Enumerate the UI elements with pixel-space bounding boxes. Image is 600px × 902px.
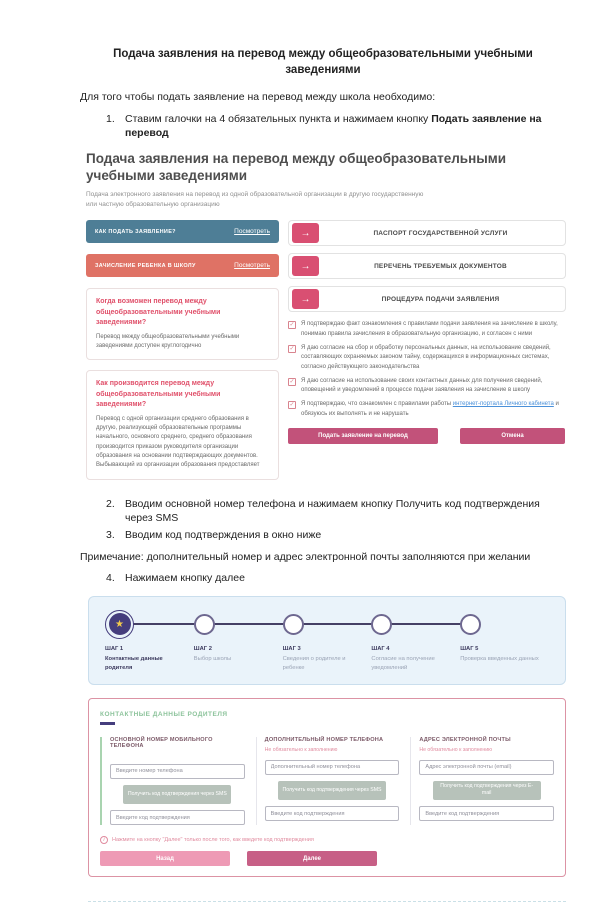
sidebar-item-label: ЗАЧИСЛЕНИЕ РЕБЕНКА В ШКОЛУ — [95, 262, 196, 269]
wizard-stepper — [88, 596, 566, 685]
list-number: 4. — [106, 572, 115, 585]
column-extra-phone — [256, 737, 400, 825]
form-section-title: КОНТАКТНЫЕ ДАННЫЕ РОДИТЕЛЯ — [100, 711, 228, 719]
form-hint — [100, 836, 554, 844]
check-icon: ✓ — [289, 378, 295, 385]
column-main-phone — [100, 737, 245, 825]
portal-page-subtitle: Подача электронного заявления на перевод из одной образовательной организации в другую государственную или частную образовательную организацию — [86, 190, 424, 209]
form-columns — [100, 737, 554, 825]
field-header: АДРЕС ЭЛЕКТРОННОЙ ПОЧТЫ — [419, 737, 511, 744]
service-link-procedure[interactable] — [288, 286, 566, 312]
email-input[interactable] — [419, 760, 554, 775]
list-item-3 — [106, 528, 566, 542]
wizard-nav-buttons — [100, 851, 554, 866]
faq-card-how-transfer — [86, 370, 279, 479]
field-header: ОСНОВНОЙ НОМЕР МОБИЛЬНОГО ТЕЛЕФОНА — [110, 737, 213, 750]
agreement-text: Я даю согласие на использование своих контактных данных для получения сведений, оповещений и уведомлений в процессе подачи заявления на зачисление в школу — [301, 377, 543, 394]
get-email-code-button[interactable]: Получить код подтверждения через E-mail — [433, 781, 541, 800]
list-item-text: Ставим галочки на 4 обязательных пункта и нажимаем кнопку Подать заявление на перевод — [125, 113, 542, 140]
agreement-item — [288, 320, 566, 339]
intro-text: Для того чтобы подать заявление на перевод между школа необходимо: — [80, 91, 436, 104]
faq-answer: Перевод между общеобразовательными учебными заведениями доступен круглогодично — [96, 333, 240, 350]
agreement-text: Я даю согласие на сбор и обработку персональных данных, на использование сведений, составляющих охраняемых законом тайну, содержащихся в информационных системах, согласно действующего законодательства — [301, 345, 551, 370]
agreement-item — [288, 400, 566, 419]
extra-phone-input[interactable] — [265, 760, 400, 775]
get-sms-code-button[interactable]: Получить код подтверждения через SMS — [123, 785, 231, 804]
checkbox-portal-rules[interactable] — [288, 401, 296, 409]
list-number: 2. — [106, 497, 115, 510]
note-text: Примечание: дополнительный номер и адрес электронной почты заполняются при желании — [80, 551, 531, 564]
arrow-right-icon: → — [292, 223, 319, 243]
extra-phone-code-input[interactable] — [265, 806, 400, 821]
step-label-4: ШАГ 4 Согласие на получение уведомлений — [371, 646, 435, 671]
step-label-3: ШАГ 3 Сведения о родителе и ребенке — [282, 646, 346, 671]
service-link-label: ПЕРЕЧЕНЬ ТРЕБУЕМЫХ ДОКУМЕНТОВ — [374, 262, 507, 270]
checkbox-rules[interactable] — [288, 321, 296, 329]
service-link-label: ПРОЦЕДУРА ПОДАЧИ ЗАЯВЛЕНИЯ — [381, 295, 500, 303]
field-note: Не обязательно к заполнению — [419, 747, 493, 754]
hint-text: Нажмите на кнопку "Далее" только после того, как введете код подтверждения — [112, 837, 314, 844]
check-icon: ✓ — [289, 322, 295, 329]
service-link-documents[interactable] — [288, 253, 566, 279]
view-link[interactable]: Посмотреть — [234, 228, 270, 236]
checkbox-personal-data[interactable] — [288, 345, 296, 353]
page-title: Подача заявления на перевод между общеобразовательными учебными заведениями — [113, 48, 533, 77]
list-item-text: Нажимаем кнопку далее — [125, 572, 245, 585]
service-link-label: ПАСПОРТ ГОСУДАРСТВЕННОЙ УСЛУГИ — [373, 229, 508, 237]
check-icon: ✓ — [289, 402, 295, 409]
portal-rules-link[interactable]: интернет-портала Личного кабинета — [452, 401, 554, 408]
email-code-input[interactable] — [419, 806, 554, 821]
arrow-right-icon: → — [292, 289, 319, 309]
column-email — [410, 737, 554, 825]
main-phone-input[interactable] — [110, 764, 245, 779]
next-button[interactable]: Далее — [247, 851, 377, 866]
portal-left-column — [86, 220, 279, 489]
list-item-2 — [106, 497, 566, 525]
step-circle-5[interactable] — [460, 609, 549, 639]
agreement-checklist — [288, 320, 566, 419]
portal-action-buttons — [288, 428, 566, 444]
portal-page-title: Подача заявления на перевод между общеобразовательными учебными заведениями — [86, 150, 507, 184]
faq-question: Как производится перевод между общеобразовательными учебными заведениями? — [96, 380, 221, 408]
title-underline — [100, 722, 115, 725]
back-button[interactable]: Назад — [100, 851, 230, 866]
checkbox-contact-data[interactable] — [288, 378, 296, 386]
active-step-ring — [105, 610, 134, 639]
arrow-right-icon: → — [292, 256, 319, 276]
sidebar-item-school-enrollment[interactable] — [86, 254, 279, 277]
list-item-text: Вводим код подтверждения в окно ниже — [125, 528, 322, 541]
agreement-item — [288, 344, 566, 372]
bold-button-name: Подать заявление на перевод — [125, 113, 542, 140]
agreement-text: Я подтверждаю факт ознакомления с правилами подачи заявления на зачисление в школу, понимаю правила зачисления в образовательную организацию, и согласен с ними — [301, 321, 558, 337]
list-number: 3. — [106, 528, 115, 541]
cancel-button[interactable]: Отмена — [460, 428, 565, 444]
submit-transfer-button[interactable]: Подать заявление на перевод — [288, 428, 438, 444]
field-note: Не обязательно к заполнению — [264, 747, 338, 754]
get-sms-code-button[interactable]: Получить код подтверждения через SMS — [278, 781, 386, 800]
list-item-4 — [106, 571, 566, 585]
step-label-2: ШАГ 2 Выбор школы — [193, 646, 232, 663]
faq-question: Когда возможен перевод между общеобразовательными учебными заведениями? — [96, 298, 221, 326]
star-icon: ★ — [109, 613, 131, 635]
main-phone-code-input[interactable] — [110, 810, 245, 825]
sidebar-item-label: КАК ПОДАТЬ ЗАЯВЛЕНИЕ? — [95, 228, 176, 235]
contact-data-form — [88, 698, 566, 877]
faq-answer: Перевод с одной организации среднего образования в другую, реализующей образовательные программы начального, основного среднего, среднего образования производится приказом руководителя организации образования на основании подтверждающих документов. Выбывающий из организации образования предоставляет — [96, 415, 260, 469]
sidebar-item-how-to-apply[interactable] — [86, 220, 279, 243]
stepper-labels — [105, 646, 549, 672]
portal-columns — [86, 220, 566, 489]
info-icon: i — [100, 836, 108, 844]
agreement-text: Я подтверждаю, что ознакомлен с правилами работы интернет-портала Личного кабинета и обязуюсь их выполнять и не нарушать — [301, 401, 559, 417]
faq-card-when-transfer — [86, 288, 279, 360]
list-item-text: Вводим основной номер телефона и нажимаем кнопку Получить код подтверждения через SMS — [125, 497, 540, 524]
field-note — [110, 751, 245, 759]
wizard-screenshot — [88, 596, 566, 902]
stepper-track — [105, 609, 549, 639]
service-link-passport[interactable] — [288, 220, 566, 246]
field-header: ДОПОЛНИТЕЛЬНЫЙ НОМЕР ТЕЛЕФОНА — [264, 737, 384, 744]
portal-right-column — [288, 220, 566, 489]
step-label-1: ШАГ 1 Контактные данные родителя — [105, 646, 163, 671]
check-icon: ✓ — [289, 346, 295, 352]
agreement-item — [288, 377, 566, 396]
step-label-5: ШАГ 5 Проверка введенных данных — [460, 646, 539, 663]
portal-screenshot — [86, 150, 566, 490]
list-item-1 — [106, 112, 566, 140]
list-number: 1. — [106, 113, 115, 126]
view-link[interactable]: Посмотреть — [234, 262, 270, 270]
